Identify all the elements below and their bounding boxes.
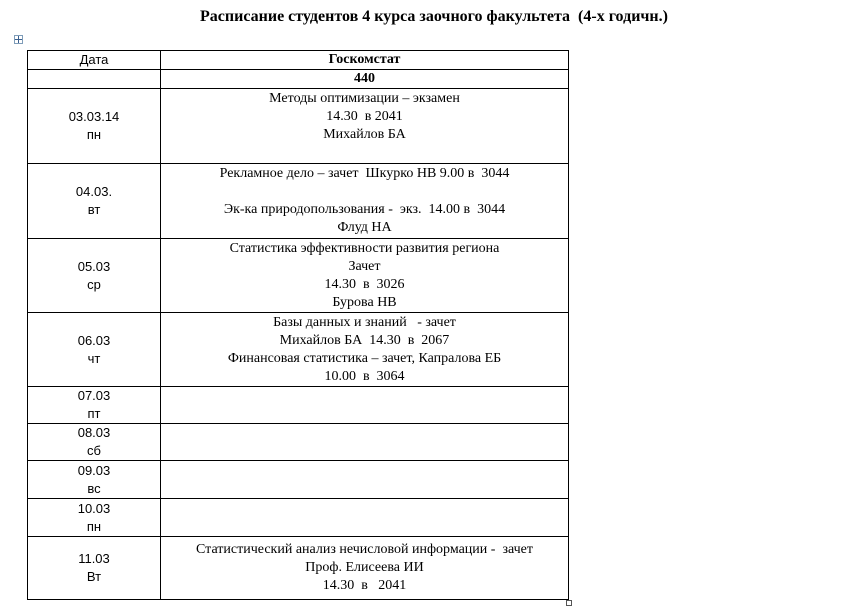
date-value: 07.03 xyxy=(77,388,111,403)
schedule-line: Проф. Елисеева ИИ xyxy=(305,560,424,575)
date-value: 08.03 xyxy=(77,425,111,440)
group-column-header: Госкомстат xyxy=(161,51,569,70)
date-value: 03.03.14 xyxy=(68,109,120,124)
date-cell[interactable] xyxy=(28,313,161,387)
table-row xyxy=(28,537,569,600)
schedule-line: 14.30 в 3026 xyxy=(324,276,405,292)
date-cell[interactable] xyxy=(28,537,161,600)
weekday-value: пн xyxy=(86,127,102,142)
table-row xyxy=(28,89,569,164)
date-cell[interactable] xyxy=(28,89,161,164)
schedule-line: Финансовая статистика – зачет, Капралова ЕБ xyxy=(227,350,502,366)
date-value: 04.03. xyxy=(75,184,113,199)
weekday-value: сб xyxy=(87,443,101,458)
schedule-cell[interactable] xyxy=(161,313,569,387)
table-row xyxy=(28,461,569,499)
schedule-line: Бурова НВ xyxy=(332,294,397,310)
date-value: 09.03 xyxy=(77,462,111,478)
schedule-line: Базы данных и знаний - зачет xyxy=(273,314,456,330)
weekday-value: пн xyxy=(86,518,102,534)
document-title: Расписание студентов 4 курса заочного факультета (4-х годичн.) xyxy=(200,8,668,25)
schedule-cell[interactable] xyxy=(161,499,569,537)
weekday-value: вс xyxy=(87,480,101,496)
schedule-line: 14.30 в 2041 xyxy=(326,109,403,124)
schedule-line: Статистический анализ нечисловой информации - зачет xyxy=(196,542,533,557)
date-cell[interactable] xyxy=(28,239,161,313)
table-row xyxy=(28,387,569,424)
schedule-cell[interactable] xyxy=(161,387,569,424)
schedule-line: Михайлов БА 14.30 в 2067 xyxy=(279,332,450,348)
date-value: 11.03 xyxy=(78,551,110,566)
table-resize-handle[interactable] xyxy=(566,600,572,606)
schedule-line xyxy=(165,183,564,201)
schedule-cell[interactable] xyxy=(161,424,569,461)
weekday-value: ср xyxy=(87,276,101,292)
group-empty-cell xyxy=(28,70,161,89)
header-row xyxy=(28,51,569,70)
weekday-value: пт xyxy=(87,406,101,421)
date-value: 05.03 xyxy=(77,258,111,274)
table-row xyxy=(28,313,569,387)
weekday-value: вт xyxy=(87,202,101,217)
table-row xyxy=(28,424,569,461)
date-cell[interactable] xyxy=(28,461,161,499)
date-cell[interactable] xyxy=(28,164,161,239)
schedule-line: Зачет xyxy=(348,258,381,274)
schedule-cell[interactable] xyxy=(161,89,569,164)
group-code: 440 xyxy=(161,70,569,89)
schedule-cell[interactable] xyxy=(161,164,569,239)
weekday-value: чт xyxy=(87,350,101,366)
table-row xyxy=(28,239,569,313)
schedule-cell[interactable] xyxy=(161,239,569,313)
schedule-line: Эк-ка природопользования - экз. 14.00 в 3044 xyxy=(223,202,506,217)
schedule-line: Методы оптимизации – экзамен xyxy=(269,91,460,106)
schedule-line: 10.00 в 3064 xyxy=(324,368,405,384)
schedule-cell[interactable] xyxy=(161,461,569,499)
schedule-line: Рекламное дело – зачет Шкурко НВ 9.00 в 3044 xyxy=(219,166,510,181)
schedule-cell[interactable] xyxy=(161,537,569,600)
table-move-handle-icon[interactable] xyxy=(14,35,23,44)
group-row xyxy=(28,70,569,89)
date-value: 06.03 xyxy=(77,332,111,348)
table-row xyxy=(28,499,569,537)
schedule-line: Флуд НА xyxy=(337,220,392,235)
schedule-line: Михайлов БА xyxy=(323,127,406,142)
date-value: 10.03 xyxy=(77,500,111,516)
weekday-value: Вт xyxy=(86,569,102,584)
date-column-header: Дата xyxy=(28,51,161,70)
schedule-line xyxy=(165,144,564,162)
schedule-line: Статистика эффективности развития региона xyxy=(229,240,500,256)
schedule-line: 14.30 в 2041 xyxy=(322,578,407,593)
date-cell[interactable] xyxy=(28,387,161,424)
date-cell[interactable] xyxy=(28,499,161,537)
date-cell[interactable] xyxy=(28,424,161,461)
table-row xyxy=(28,164,569,239)
schedule-table xyxy=(27,50,569,600)
